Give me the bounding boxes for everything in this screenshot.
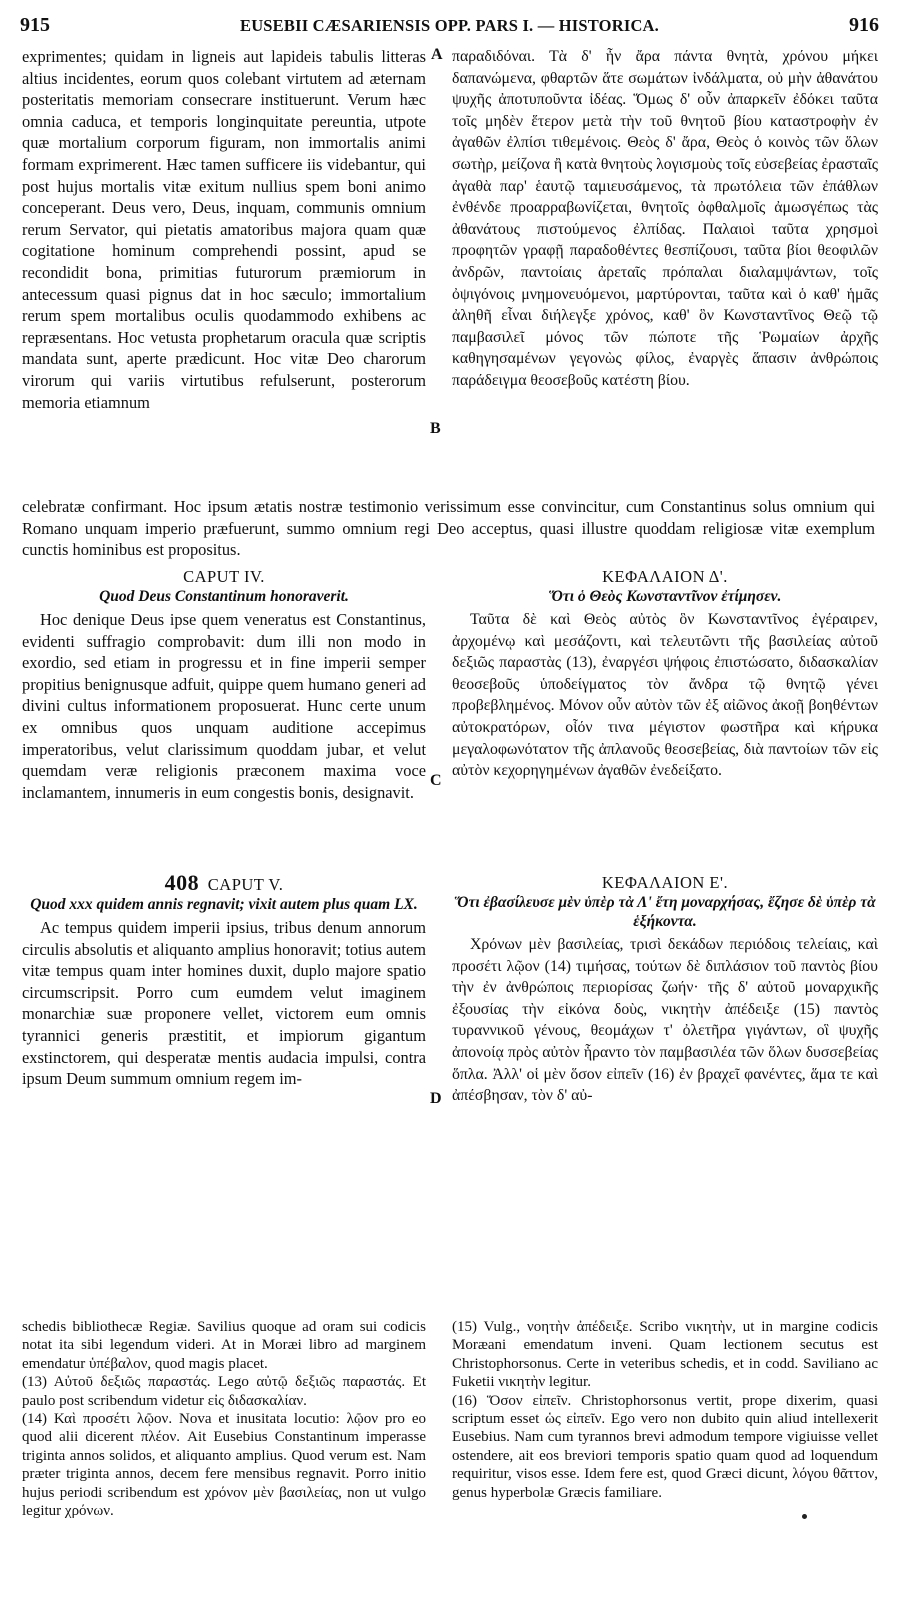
footnotes-right (452, 1318, 878, 1502)
latin-caput-4-subtitle: Quod Deus Constantinum honoraverit. (99, 588, 349, 605)
latin-caput-4 (22, 566, 426, 803)
running-header (20, 14, 879, 38)
latin-paragraph-1: exprimentes; quidam in ligneis aut lapideis tabulis litteras altius incidentes, eorum quos colebant virtutem ad æternam posteritatis memoriam consecrare instituerunt. Verum hæc omnia caduca, et temporis longinquitate pereuntia, utpote quæ mortalium corporum figuram, non immortalis animi formam exprimerent. Hæc tamen sufficere iis videbantur, qui post hujus mortalis vitæ exitum nullius spem boni animo conceperant. Deus vero, Deus, inquam, communis omnium rerum Servator, qui pietatis amatoribus majora quam quæ cogitatione hominum comprehendi possint, apud se recondidit bona, primitias futurorum præmiorum in antecessum quasi pignus dat in hoc sæculo; immortalium rerum spem mortalibus oculis quodammodo exhibens ac repræsentans. Hoc vetusta prophetarum oracula quæ scriptis mandata sunt, aperte prædicunt. Hoc vitæ Deo charorum virorum qui variis virtutibus refulserunt, posterorum memoria etiamnum (22, 47, 426, 412)
latin-caput-5 (22, 872, 426, 1090)
greek-kephalaion-5-title: ΚΕΦΑΛΑΙΟΝ Ε'. (601, 873, 729, 892)
greek-kephalaion-5 (452, 872, 878, 1107)
footnote-16: (16) Ὅσον εἰπεῖν. Christophorsonus vertit, prope dixerim, quasi scriptum esset ὡς εἰπεῖν. Ego vero non dubito quin aliud intellexerit Eusebius. Nam cum tyrannos brevi admodum tempore vigiuisse vellet ostendere, ait eos breviori temporis spatio quam quod ad loquendum requiritur, visos esse. Idem fere est, quod Græci dicunt, λόγου θᾶττον, genus hyperbolæ Græcis familiare. (452, 1392, 878, 1501)
latin-caput-5-heading (22, 872, 426, 895)
running-title: EUSEBII CÆSARIENSIS OPP. PARS I. — HISTORICA. (239, 16, 660, 35)
column-number: 408 (164, 870, 200, 895)
latin-caput-5-text: Ac tempus quidem imperii ipsius, tribus denum annorum circulis absolutis et aliquanto amplius honoravit; totius autem vitæ tempus quam inter homines duxit, duplo majore spatio circumscripsit. Porro cum eumdem velut imaginem monarchiæ suæ proponere vellet, victorem eum omnis tyrannici generis præstitit, et impiorum gigantum exstinctorem, qui desperatæ mentis audacia impulsi, contra ipsum Deum summum omnium regem im- (22, 918, 426, 1089)
footnote-14: (14) Καὶ προσέτι λῷον. Nova et inusitata locutio: λῷον pro eo quod alii dicerent πλέον. Ait Eusebius Constantinum imperasse triginta annos solidos, et aliquanto amplius. Quod verum est. Nam præter triginta annos, decem fere mensibus regnavit. Porro initio hujus periodi scribendum est χρόνον μὲν βασιλείας, non ut vulgo legitur χρόνων. (22, 1411, 426, 1520)
latin-caput-4-title: CAPUT IV. (183, 567, 265, 586)
page-number-left: 915 (20, 14, 50, 36)
print-dot (802, 1514, 807, 1519)
greek-kephalaion-4-title: ΚΕΦΑΛΑΙΟΝ Δ'. (602, 567, 728, 586)
footnote-continuation: schedis bibliothecæ Regiæ. Savilius quoque ad oram sui codicis notat ita sibi legendum videri. At in Moræi libro ad marginem emendatur ὑπέβαλον, quod magis placet. (22, 1319, 426, 1372)
latin-caput-4-text: Hoc denique Deus ipse quem veneratus est Constantinus, evidenti suffragio comprobavit: dum illi non modo in exordio, sed etiam in progressu et in fine imperii semper propitius benignusque adfuit, quippe quem humano generi ad divini cultus informationem proposuerat. Hunc certe unum ex omnibus quos unquam auditione accepimus imperatoribus, velut clarissimum quoddam jubar, et velut quemdam veræ religionis præconem maxima voce inclamantem, innumeris in eum congestis bonis, designavit. (22, 610, 426, 802)
margin-letter-a: A (431, 46, 443, 63)
footnote-15: (15) Vulg., νοητὴν ἀπέδειξε. Scribo νικητὴν, ut in margine codicis Moræani emendatum inveni. Quam lectionem secutus est Christophorsonus. Certe in veteribus schedis, et in codd. Saviliano ac Fuketii νικητὴν legitur. (452, 1319, 878, 1391)
margin-letter-b: B (430, 420, 441, 437)
footnote-13: (13) Αὐτοῦ δεξιῶς παραστάς. Lego αὐτῷ δεξιῶς παραστάς. Et paulo post scribendum videtur εἰς διδασκαλίαν. (22, 1374, 426, 1409)
greek-kephalaion-4-subtitle: Ὅτι ὁ Θεὸς Κωνσταντῖνον ἐτίμησεν. (548, 588, 782, 605)
greek-kephalaion-4-text: Ταῦτα δὲ καὶ Θεὸς αὐτὸς ὃν Κωνσταντῖνος ἐγέραιρεν, ἀρχομένῳ καὶ μεσάζοντι, καὶ τελευτῶντι τῆς βασιλείας αὐτοῦ δεξιῶς παραστὰς (13), ἐναργέσι ψήφοις ἐπιστώσατο, διδασκαλίαν θεοσεβοῦς ὑποδείγματος τὸν ἄνδρα τῷ θνητῷ γένει προβεβλημένος. Μόνον οὖν αὐτὸν τῶν ἐξ αἰῶνος ἀκοῇ βοηθέντων αὐτοκρατόρων, οἷόν τινα μέγιστον φωστῆρα καὶ κήρυκα μεγαλοφωνότατον τῆς ἀπλανοῦς θεοσεβείας, διὰ παντοίων τῶν εἰς αὐτὸν κεχορηγημένων ἀγαθῶν ἐνεδείξατο. (452, 611, 878, 780)
latin-column-top (22, 46, 426, 413)
greek-kephalaion-4 (452, 566, 878, 782)
greek-paragraph-1: παραδιδόναι. Τὰ δ' ἦν ἄρα πάντα θνητὰ, χρόνου μήκει δαπανώμενα, φθαρτῶν ἅτε σωμάτων ἰνδάλματα, οὐ μὴν ἀθανάτου ψυχῆς ἀποτυποῦντα ἰδέας. Ὅμως δ' οὖν ἀπαρκεῖν ἐδόκει ταῦτα τοῖς μηδὲν ἕτερον μετὰ τὴν τοῦ θνητοῦ βίου καταστροφὴν ἐν ἀγαθῶν ἐλπίσι τιθεμένοις. Θεὸς δ' ἄρα, Θεὸς ὁ κοινὸς τῶν ὅλων σωτὴρ, μείζονα ἢ κατὰ θνητοὺς λογισμοὺς τοῖς εὐσεβείας ἐρασταῖς ἀγαθὰ παρ' ἑαυτῷ ταμιευσάμενος, τὰ πρωτόλεια τῶν ἐπάθλων ἐνθένδε προαρραβωνίζεται, θνητοῖς ὀφθαλμοῖς ἀμωσγέπως τὰς ἀθανάτους πιστούμενος ἐλπίδας. Παλαιοὶ ταῦτα χρησμοὶ προφητῶν γραφῇ παραδοθέντες θεσπίζουσι, ταῦτα βίοι θεοφιλῶν ἀνδρῶν, παντοίαις ἀρεταῖς πρόπαλαι διαλαμψάντων, τοῖς ὀψιγόνοις μνημονευόμενοι, μαρτύρονται, ταῦτα καὶ ὁ καθ' ἡμᾶς ἀληθῆ εἶναι διήλεγξε χρόνος, καθ' ὃν Κωνσταντῖνος Θεῷ τῷ παμβασιλεῖ μόνος τῶν πώποτε τῆς Ῥωμαίων ἀρχῆς καθηγησαμένων γεγονὼς φίλος, ἐναργὲς ἅπασιν ἀνθρώποις παράδειγμα θεοσεβοῦς κατέστη βίου. (452, 48, 878, 389)
latin-caput-5-title: CAPUT V. (207, 875, 284, 894)
margin-letter-d: D (430, 1090, 442, 1107)
greek-column-top (452, 46, 878, 392)
footnotes-left (22, 1318, 426, 1520)
latin-full-width: celebratæ confirmant. Hoc ipsum ætatis nostræ testimonio verissimum esse convincitur, cum Constantinus solus omnium qui Romano unquam imperio præfuerunt, summo omnium regi Deo acceptus, quasi illustre quoddam religiosæ vitæ exemplum cunctis hominibus est propositus. (22, 497, 875, 560)
margin-letter-c: C (430, 772, 442, 789)
page-number-right: 916 (849, 14, 879, 36)
greek-kephalaion-5-text: Χρόνων μὲν βασιλείας, τρισὶ δεκάδων περιόδοις τελείαις, καὶ προσέτι λῷον (14) τιμήσας, τούτων δὲ διπλάσιον τοῦ παντὸς βίου τὴν ἐν ἀνθρώποις περιορίσας ζωήν· τῆς δ' αὐτοῦ μοναρχικῆς ἐξουσίας τὴν εἰκόνα δοὺς, νικητὴν ἀπέδειξε (15) παντὸς τυραννικοῦ γένους, θεομάχων τ' ὀλετῆρα γιγάντων, οἳ ψυχῆς ἀπονοίᾳ πρὸς αὐτὸν ἧραντο τὸν παμβασιλέα τῶν ὅλων δυσσεβείας ὅπλα. Ἀλλ' οἱ μὲν ὅσον εἰπεῖν (16) ἐν βραχεῖ φανέντες, ἅμα τε καὶ ἀπέσβησαν, τὸν δ' αὐ- (452, 936, 878, 1105)
greek-kephalaion-5-subtitle: Ὅτι ἐβασίλευσε μὲν ὑπὲρ τὰ Λ' ἔτη μοναρχήσας, ἔζησε δὲ ὑπὲρ τὰ ἑξήκοντα. (454, 894, 876, 930)
latin-caput-5-subtitle: Quod xxx quidem annis regnavit; vixit autem plus quam LX. (30, 896, 418, 913)
